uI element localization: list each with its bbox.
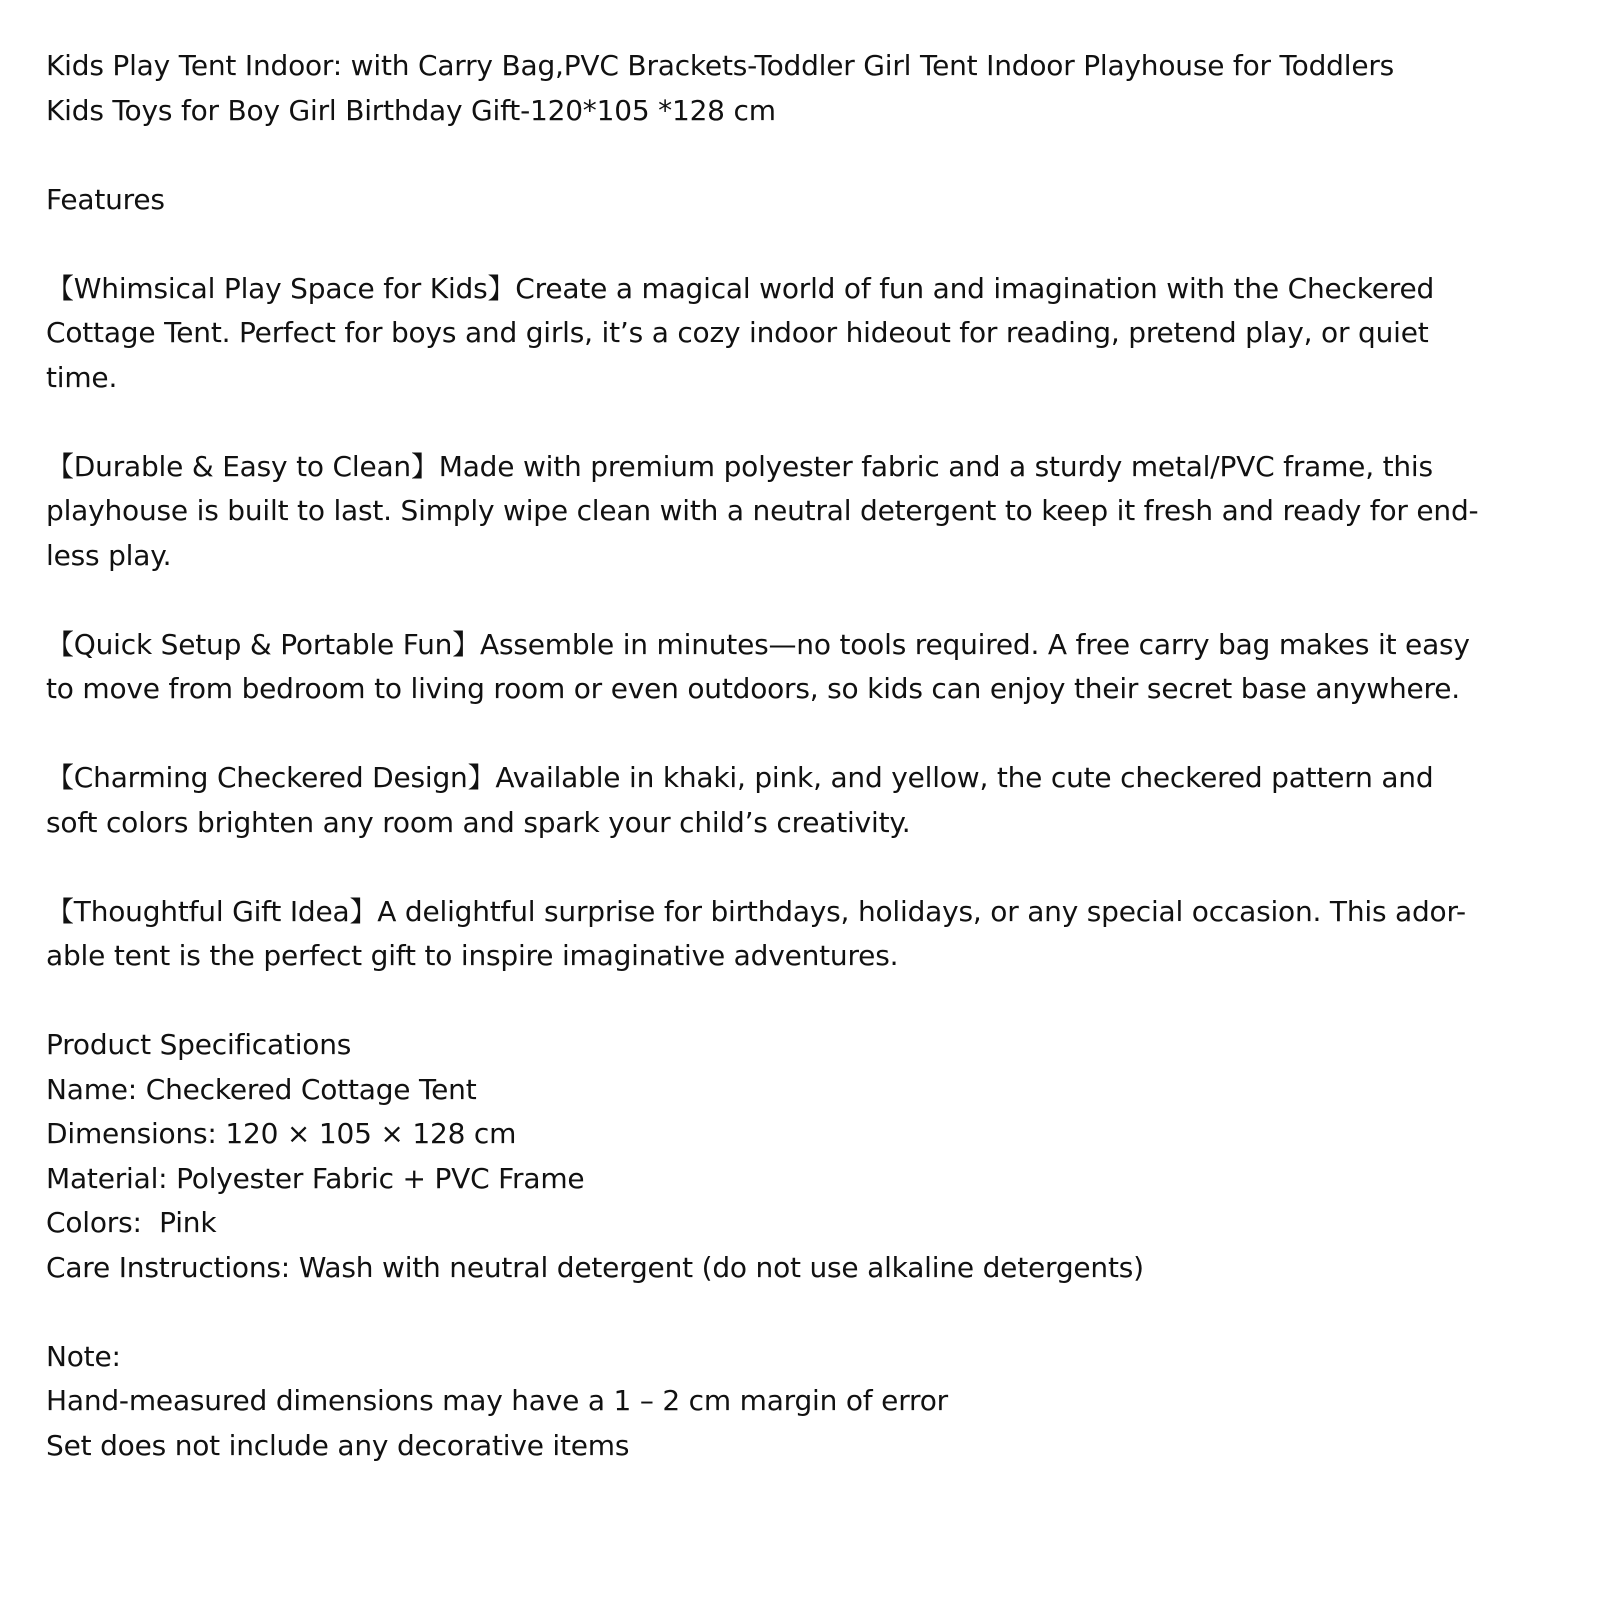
feature-item [46, 890, 1556, 979]
feature-line: less play. [46, 538, 172, 572]
feature-line: 【Thoughtful Gift Idea】A delightful surprise for birthdays, holidays, or any special occasion. This ador- [46, 894, 1466, 928]
note-heading: Note: [46, 1339, 121, 1373]
note-section [46, 1335, 1556, 1469]
feature-line: Cottage Tent. Perfect for boys and girls, it’s a cozy indoor hideout for reading, pretend play, or quiet [46, 316, 1429, 349]
spec-care: Care Instructions: Wash with neutral detergent (do not use alkaline detergents) [46, 1250, 1144, 1284]
product-description [46, 44, 1556, 1468]
feature-line: to move from bedroom to living room or even outdoors, so kids can enjoy their secret base anywhere. [46, 672, 1460, 705]
spacer [46, 712, 1556, 757]
feature-item [46, 267, 1556, 401]
feature-line: 【Quick Setup & Portable Fun】Assemble in minutes—no tools required. A free carry bag makes it easy [46, 627, 1470, 661]
spacer [46, 578, 1556, 623]
spec-dimensions: Dimensions: 120 × 105 × 128 cm [46, 1117, 517, 1150]
spacer [46, 222, 1556, 267]
spacer [46, 1290, 1556, 1335]
spec-colors: Colors: Pink [46, 1206, 217, 1239]
feature-item [46, 756, 1556, 845]
product-title-line: Kids Toys for Boy Girl Birthday Gift-120*105 *128 cm [46, 93, 776, 127]
feature-line: time. [46, 360, 118, 394]
note-line: Set does not include any decorative items [46, 1428, 630, 1462]
product-title [46, 44, 1556, 133]
product-title-line: Kids Play Tent Indoor: with Carry Bag,PVC Brackets-Toddler Girl Tent Indoor Playhouse for Toddlers [46, 49, 1395, 82]
feature-line: 【Whimsical Play Space for Kids】Create a magical world of fun and imagination with the Checkered [46, 271, 1435, 305]
feature-item [46, 445, 1556, 579]
features-heading: Features [46, 182, 165, 216]
spacer [46, 979, 1556, 1024]
feature-line: 【Durable & Easy to Clean】Made with premium polyester fabric and a sturdy metal/PVC frame, this [46, 449, 1433, 483]
spec-name: Name: Checkered Cottage Tent [46, 1072, 477, 1106]
feature-item [46, 623, 1556, 712]
feature-line: playhouse is built to last. Simply wipe clean with a neutral detergent to keep it fresh and ready for end- [46, 494, 1479, 527]
spacer [46, 133, 1556, 178]
spacer [46, 400, 1556, 445]
spacer [46, 845, 1556, 890]
feature-line: 【Charming Checkered Design】Available in khaki, pink, and yellow, the cute checkered pattern and [46, 761, 1434, 794]
spec-material: Material: Polyester Fabric + PVC Frame [46, 1161, 585, 1195]
specifications-heading: Product Specifications [46, 1028, 352, 1061]
feature-line: able tent is the perfect gift to inspire imaginative adventures. [46, 939, 899, 972]
feature-line: soft colors brighten any room and spark your child’s creativity. [46, 805, 911, 839]
note-line: Hand-measured dimensions may have a 1 – 2 cm margin of error [46, 1384, 948, 1417]
specifications-section [46, 1023, 1556, 1290]
